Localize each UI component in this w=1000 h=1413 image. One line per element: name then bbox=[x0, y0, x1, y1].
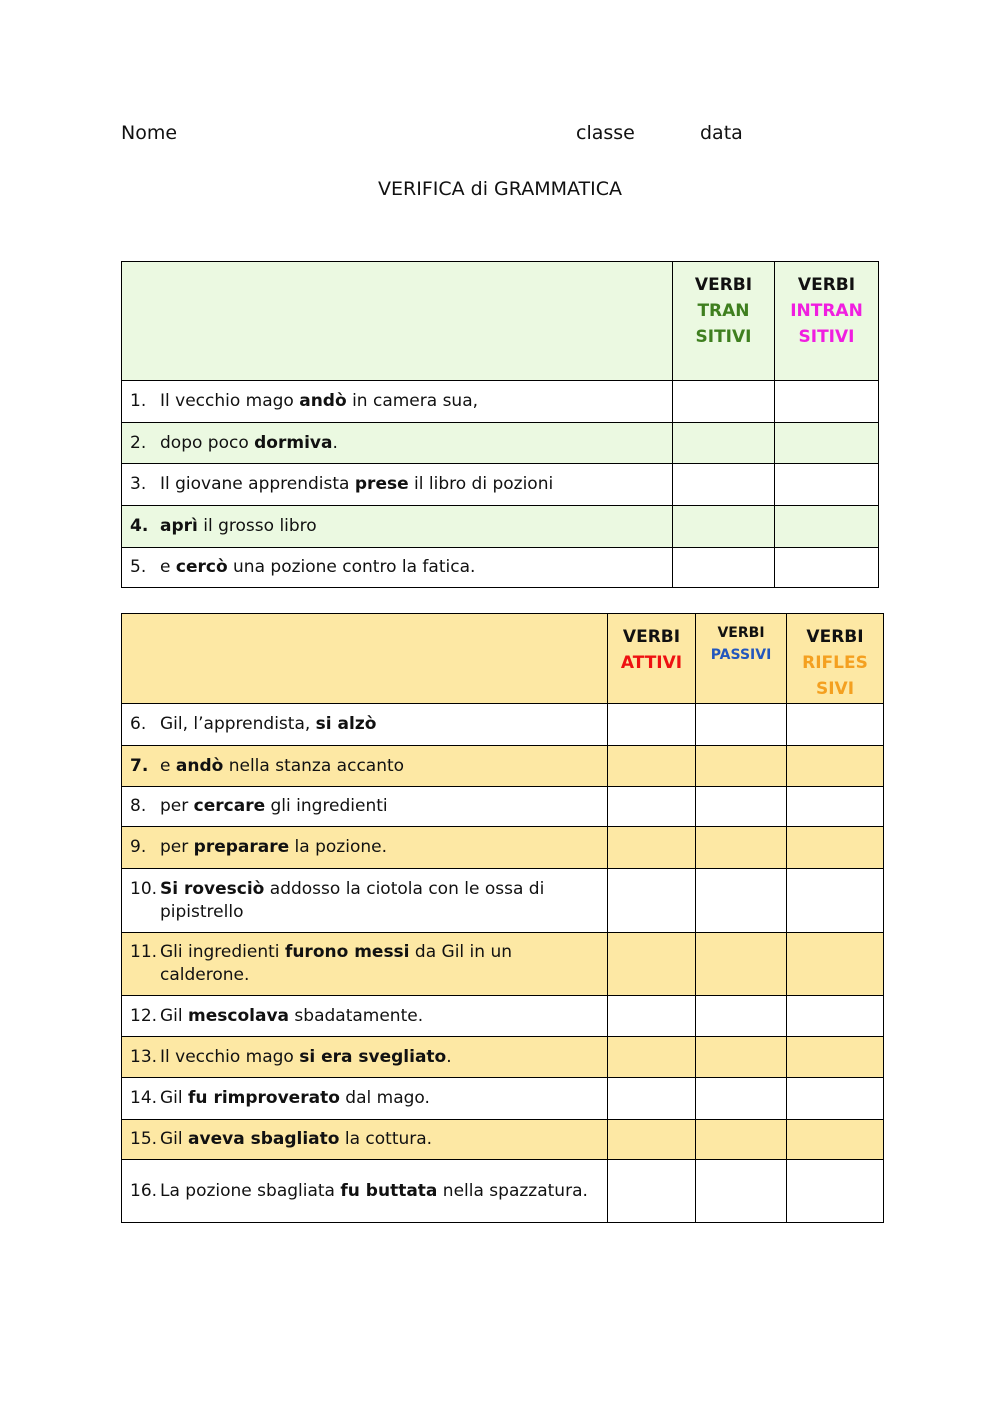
table-row bbox=[122, 746, 884, 787]
sentence-text: . bbox=[446, 1046, 452, 1067]
sentence-cell bbox=[122, 1120, 608, 1160]
verb-highlight: aprì bbox=[160, 516, 198, 536]
sentence-text: per bbox=[160, 837, 194, 857]
verb-highlight: Si rovesciò bbox=[160, 878, 265, 899]
column-reflexive: VERBI RIFLES SIVI bbox=[787, 614, 884, 704]
sentence-cell bbox=[122, 704, 608, 746]
sentence-number: 10. bbox=[130, 878, 158, 899]
answer-cell[interactable] bbox=[696, 704, 787, 746]
answer-cell[interactable] bbox=[673, 506, 775, 548]
table-row bbox=[122, 381, 879, 423]
table-row bbox=[122, 1037, 884, 1078]
answer-cell[interactable] bbox=[787, 746, 884, 787]
sentence-text: Gil bbox=[160, 1129, 189, 1149]
sentence-number: 15. bbox=[130, 1129, 158, 1149]
answer-cell[interactable] bbox=[775, 381, 879, 423]
sentence-text: una pozione contro la fatica. bbox=[227, 557, 476, 577]
table-row bbox=[122, 506, 879, 548]
sentence-cell bbox=[122, 787, 608, 827]
answer-cell[interactable] bbox=[608, 1120, 696, 1160]
verb-highlight: si alzò bbox=[315, 714, 377, 734]
sentence-text: nella spazzatura. bbox=[437, 1180, 588, 1201]
sentence-text: sbadatamente. bbox=[289, 1005, 424, 1026]
answer-cell[interactable] bbox=[673, 381, 775, 423]
sentence-cell bbox=[122, 1037, 608, 1078]
sentence-cell bbox=[122, 869, 608, 933]
sentence-text: Il giovane apprendista bbox=[160, 474, 355, 494]
answer-cell[interactable] bbox=[608, 787, 696, 827]
verb-highlight: cercò bbox=[175, 557, 228, 577]
verb-highlight: fu rimproverato bbox=[188, 1088, 340, 1108]
verb-highlight: andò bbox=[175, 755, 224, 776]
transitive-verbs-table bbox=[121, 261, 879, 588]
answer-cell[interactable] bbox=[608, 933, 696, 996]
table-row bbox=[122, 423, 879, 464]
answer-cell[interactable] bbox=[673, 548, 775, 588]
verb-highlight: prese bbox=[354, 474, 409, 494]
table-row bbox=[122, 996, 884, 1037]
sentence-cell bbox=[122, 1160, 608, 1223]
table-header-row bbox=[122, 614, 884, 704]
sentence-text: dal mago. bbox=[339, 1088, 430, 1108]
table-row bbox=[122, 787, 884, 827]
sentence-text: addosso la ciotola con le ossa di pipistrello bbox=[160, 878, 545, 922]
answer-cell[interactable] bbox=[696, 1120, 787, 1160]
answer-cell[interactable] bbox=[696, 933, 787, 996]
answer-cell[interactable] bbox=[787, 1120, 884, 1160]
sentence-text: nella stanza accanto bbox=[223, 755, 405, 776]
verb-highlight: fu buttata bbox=[340, 1180, 438, 1201]
sentence-text: Il vecchio mago bbox=[160, 391, 300, 411]
answer-cell[interactable] bbox=[673, 464, 775, 506]
verb-highlight: si era svegliato bbox=[299, 1046, 447, 1067]
sentence-text: Gil bbox=[160, 1088, 189, 1108]
page-title: VERIFICA di GRAMMATICA bbox=[378, 178, 622, 200]
sentence-cell bbox=[122, 933, 608, 996]
sentence-cell bbox=[122, 381, 673, 423]
sentence-cell bbox=[122, 996, 608, 1037]
table-row bbox=[122, 827, 884, 869]
answer-cell[interactable] bbox=[775, 506, 879, 548]
sentence-text: Gli ingredienti bbox=[160, 942, 285, 962]
sentence-number: 3. bbox=[130, 474, 147, 494]
answer-cell[interactable] bbox=[608, 827, 696, 869]
class-label: classe bbox=[576, 122, 635, 144]
answer-cell[interactable] bbox=[608, 996, 696, 1037]
answer-cell[interactable] bbox=[787, 1078, 884, 1120]
verb-highlight: furono messi bbox=[284, 942, 410, 962]
answer-cell[interactable] bbox=[696, 869, 787, 933]
answer-cell[interactable] bbox=[608, 1078, 696, 1120]
sentence-number: 1. bbox=[130, 391, 147, 411]
sentence-text: Gil bbox=[160, 1005, 189, 1026]
answer-cell[interactable] bbox=[608, 1160, 696, 1223]
answer-cell[interactable] bbox=[673, 423, 775, 464]
active-passive-verbs-table bbox=[121, 613, 884, 1223]
sentence-number: 12. bbox=[130, 1005, 158, 1026]
column-transitive: VERBI TRAN SITIVI bbox=[673, 262, 775, 381]
sentence-cell bbox=[122, 464, 673, 506]
answer-cell[interactable] bbox=[696, 1160, 787, 1223]
table-row bbox=[122, 933, 884, 996]
verb-highlight: andò bbox=[299, 391, 347, 411]
sentence-cell bbox=[122, 548, 673, 588]
table-row bbox=[122, 869, 884, 933]
table-row bbox=[122, 704, 884, 746]
sentence-number: 9. bbox=[130, 837, 147, 857]
answer-cell[interactable] bbox=[787, 704, 884, 746]
answer-cell[interactable] bbox=[775, 423, 879, 464]
verb-highlight: preparare bbox=[193, 837, 290, 857]
sentence-cell bbox=[122, 506, 673, 548]
answer-cell[interactable] bbox=[696, 996, 787, 1037]
sentence-cell bbox=[122, 827, 608, 869]
header-blank-cell bbox=[122, 614, 608, 704]
answer-cell[interactable] bbox=[775, 548, 879, 588]
column-active: VERBI ATTIVI bbox=[608, 614, 696, 704]
table-row bbox=[122, 1078, 884, 1120]
answer-cell[interactable] bbox=[787, 827, 884, 869]
answer-cell[interactable] bbox=[787, 1037, 884, 1078]
answer-cell[interactable] bbox=[608, 1037, 696, 1078]
verb-highlight: mescolava bbox=[188, 1005, 290, 1026]
sentence-text: gli ingredienti bbox=[265, 796, 388, 816]
sentence-text: e bbox=[160, 557, 176, 577]
sentence-text: in camera sua, bbox=[346, 391, 479, 411]
sentence-number: 14. bbox=[130, 1088, 158, 1108]
sentence-text: e bbox=[160, 755, 176, 776]
answer-cell[interactable] bbox=[696, 746, 787, 787]
sentence-number: 11. bbox=[130, 942, 158, 962]
sentence-cell bbox=[122, 1078, 608, 1120]
answer-cell[interactable] bbox=[608, 704, 696, 746]
sentence-number: 4. bbox=[130, 516, 149, 536]
sentence-text: dopo poco bbox=[160, 432, 255, 453]
answer-cell[interactable] bbox=[608, 869, 696, 933]
sentence-cell bbox=[122, 746, 608, 787]
sentence-number: 16. bbox=[130, 1180, 158, 1201]
table-row bbox=[122, 548, 879, 588]
sentence-text: per bbox=[160, 796, 194, 816]
answer-cell[interactable] bbox=[787, 933, 884, 996]
sentence-text: . bbox=[332, 432, 338, 453]
answer-cell[interactable] bbox=[696, 1037, 787, 1078]
sentence-text: La pozione sbagliata bbox=[160, 1180, 341, 1201]
sentence-text: il libro di pozioni bbox=[408, 474, 554, 494]
answer-cell[interactable] bbox=[696, 827, 787, 869]
sentence-text: da Gil in un calderone. bbox=[160, 942, 513, 985]
sentence-number: 8. bbox=[130, 796, 147, 816]
answer-cell[interactable] bbox=[696, 1078, 787, 1120]
table-row bbox=[122, 464, 879, 506]
header-blank-cell bbox=[122, 262, 673, 381]
answer-cell[interactable] bbox=[787, 996, 884, 1037]
answer-cell[interactable] bbox=[775, 464, 879, 506]
sentence-text: Gil, l’apprendista, bbox=[160, 714, 316, 734]
sentence-number: 5. bbox=[130, 557, 147, 577]
sentence-text: Il vecchio mago bbox=[160, 1046, 300, 1067]
table-row bbox=[122, 1120, 884, 1160]
verb-highlight: aveva sbagliato bbox=[188, 1129, 340, 1149]
sentence-number: 7. bbox=[130, 755, 149, 776]
verb-highlight: cercare bbox=[193, 796, 266, 816]
answer-cell[interactable] bbox=[787, 869, 884, 933]
sentence-text: la cottura. bbox=[339, 1129, 433, 1149]
sentence-number: 6. bbox=[130, 714, 147, 734]
table-row bbox=[122, 1160, 884, 1223]
sentence-text: la pozione. bbox=[289, 837, 387, 857]
answer-cell[interactable] bbox=[787, 1160, 884, 1223]
date-label: data bbox=[700, 122, 743, 144]
sentence-number: 13. bbox=[130, 1046, 158, 1067]
verb-highlight: dormiva bbox=[254, 432, 333, 453]
answer-cell[interactable] bbox=[696, 787, 787, 827]
answer-cell[interactable] bbox=[608, 746, 696, 787]
table-header-row bbox=[122, 262, 879, 381]
answer-cell[interactable] bbox=[787, 787, 884, 827]
column-passive: VERBI PASSIVI bbox=[696, 614, 787, 704]
name-label: Nome bbox=[121, 122, 178, 144]
sentence-number: 2. bbox=[130, 432, 147, 453]
column-intransitive: VERBI INTRAN SITIVI bbox=[775, 262, 879, 381]
sentence-cell bbox=[122, 423, 673, 464]
sentence-text: il grosso libro bbox=[197, 516, 317, 536]
